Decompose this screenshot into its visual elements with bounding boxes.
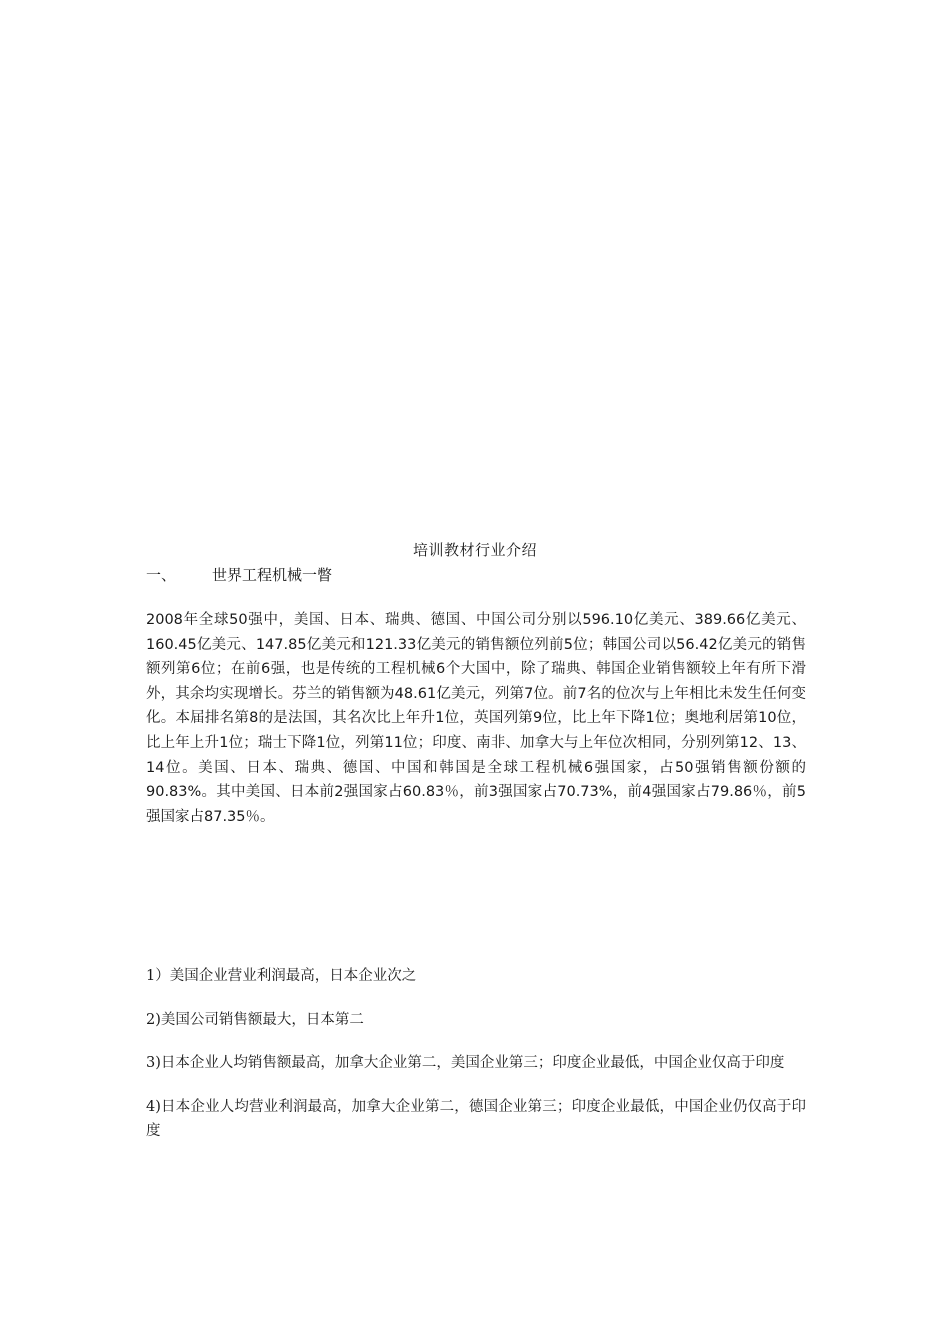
findings-list xyxy=(146,964,806,1163)
finding-item-4: 4)日本企业人均营业利润最高，加拿大企业第二，德国企业第三；印度企业最低，中国企业仍仅高于印度 xyxy=(146,1098,806,1140)
body-paragraph: 2008年全球50强中，美国、日本、瑞典、德国、中国公司分别以596.10亿美元、389.66亿美元、160.45亿美元、147.85亿美元和121.33亿美元的销售额位列前5位；韩国公司以56.42亿美元的销售额列第6位；在前6强，也是传统的工程机械6个大国中，除了瑞典、韩国企业销售额较上年有所下滑外，其余均实现增长。芬兰的销售额为48.61亿美元，列第7位。前7名的位次与上年相比未发生任何变化。本届排名第8的是法国，其名次比上年升1位，英国列第9位，比上年下降1位；奥地利居第10位，比上年上升1位；瑞士下降1位，列第11位；印度、南非、加拿大与上年位次相同，分别列第12、13、14位。美国、日本、瑞典、德国、中国和韩国是全球工程机械6强国家，占50强销售额份额的90.83%。其中美国、日本前2强国家占60.83％，前3强国家占70.73%，前4强国家占79.86％，前5强国家占87.35％。 xyxy=(146,612,806,825)
section-heading-text: 世界工程机械一瞥 xyxy=(212,566,333,584)
section-heading xyxy=(146,565,332,585)
finding-item-1: 1）美国企业营业利润最高，日本企业次之 xyxy=(146,968,417,984)
finding-item-2: 2)美国公司销售额最大，日本第二 xyxy=(146,1011,364,1028)
document-title: 培训教材行业介绍 xyxy=(412,541,537,559)
section-number: 一、 xyxy=(146,566,177,584)
finding-item-3: 3)日本企业人均销售额最高，加拿大企业第二，美国企业第三；印度企业最低，中国企业仅高于印度 xyxy=(146,1055,785,1072)
